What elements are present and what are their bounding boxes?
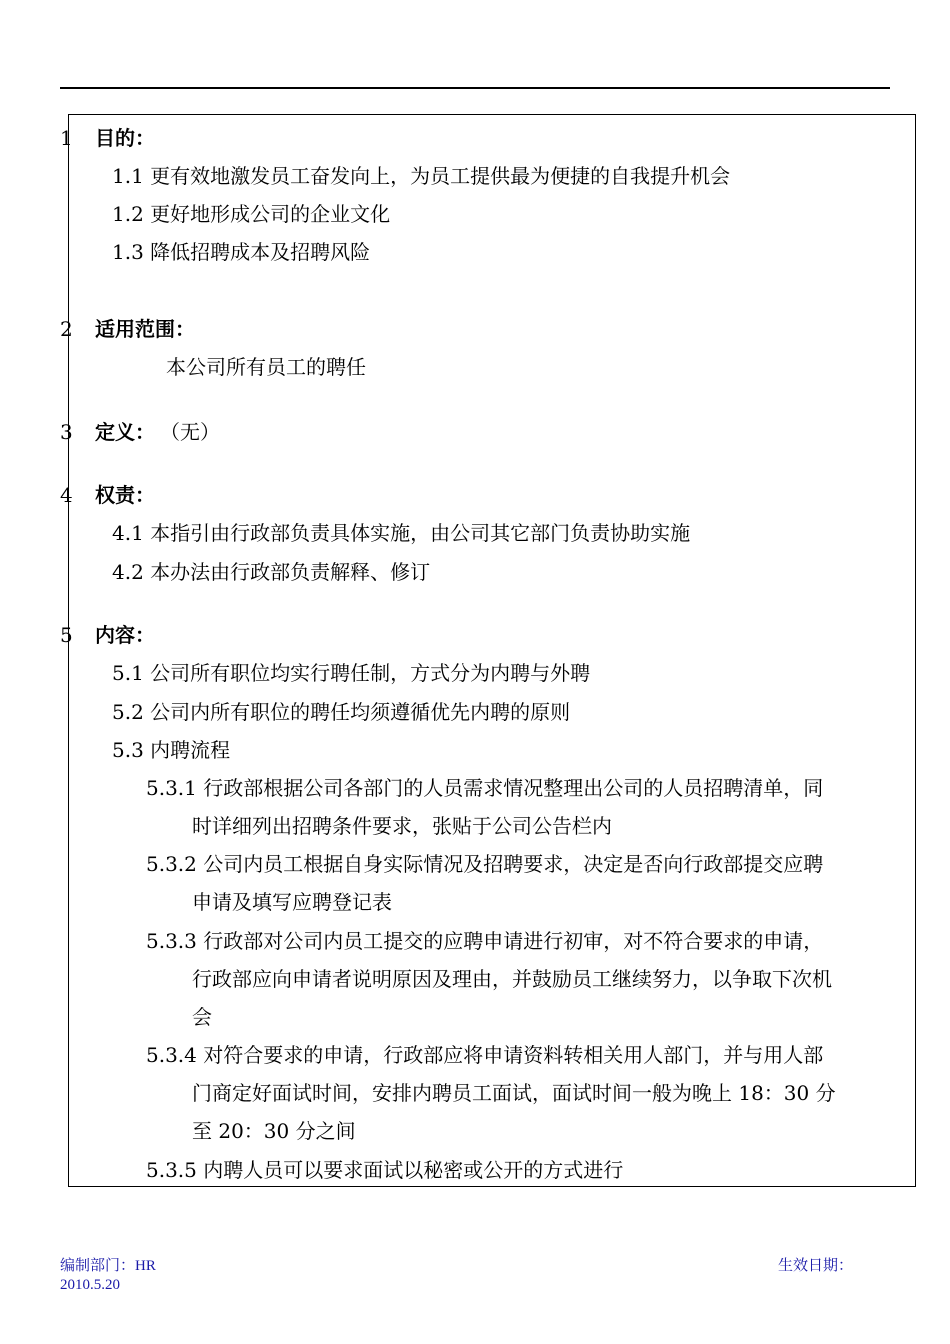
footer-dept: 编制部门：HR (60, 1258, 156, 1274)
sub-item-continuation: 行政部应向申请者说明原因及理由，并鼓励员工继续努力，以争取下次机 (192, 967, 832, 991)
section-number: 1 (60, 126, 73, 150)
section-title-content: 内容： (95, 623, 155, 647)
list-item: 1.2 更好地形成公司的企业文化 (112, 202, 391, 226)
section-title-definition: 定义： (95, 420, 155, 444)
section-body: 本公司所有员工的聘任 (166, 355, 366, 379)
sub-item-continuation: 时详细列出招聘条件要求，张贴于公司公告栏内 (192, 814, 612, 838)
list-item: 1.3 降低招聘成本及招聘风险 (112, 240, 371, 264)
list-item: 5.2 公司内所有职位的聘任均须遵循优先内聘的原则 (112, 700, 571, 724)
section-number: 5 (60, 623, 73, 647)
header-rule (60, 87, 890, 89)
list-item: 1.1 更有效地激发员工奋发向上，为员工提供最为便捷的自我提升机会 (112, 164, 731, 188)
sub-item: 5.3.1 行政部根据公司各部门的人员需求情况整理出公司的人员招聘清单，同 (146, 776, 824, 800)
sub-item: 5.3.3 行政部对公司内员工提交的应聘申请进行初审，对不符合要求的申请， (146, 929, 824, 953)
sub-item: 5.3.2 公司内员工根据自身实际情况及招聘要求，决定是否向行政部提交应聘 (146, 852, 824, 876)
footer-effective-label: 生效日期： (778, 1258, 854, 1274)
section-title-purpose: 目的： (95, 126, 155, 150)
section-number: 3 (60, 420, 73, 444)
list-item: 4.2 本办法由行政部负责解释、修订 (112, 560, 431, 584)
sub-item: 5.3.5 内聘人员可以要求面试以秘密或公开的方式进行 (146, 1158, 624, 1182)
sub-item-continuation: 会 (192, 1005, 212, 1029)
list-item: 5.3 内聘流程 (112, 738, 231, 762)
section-number: 4 (60, 483, 73, 507)
sub-item-continuation: 申请及填写应聘登记表 (192, 890, 392, 914)
sub-item: 5.3.4 对符合要求的申请，行政部应将申请资料转相关用人部门，并与用人部 (146, 1043, 824, 1067)
list-item: 4.1 本指引由行政部负责具体实施，由公司其它部门负责协助实施 (112, 521, 691, 545)
sub-item-continuation: 至 20：30 分之间 (192, 1119, 356, 1143)
section-title-responsibility: 权责： (95, 483, 155, 507)
section-title-scope: 适用范围： (95, 317, 195, 341)
list-item: 5.1 公司所有职位均实行聘任制，方式分为内聘与外聘 (112, 661, 591, 685)
footer-date: 2010.5.20 (60, 1277, 120, 1293)
section-note: （无） (160, 420, 220, 444)
sub-item-continuation: 门商定好面试时间，安排内聘员工面试，面试时间一般为晚上 18：30 分 (192, 1081, 836, 1105)
section-number: 2 (60, 317, 73, 341)
